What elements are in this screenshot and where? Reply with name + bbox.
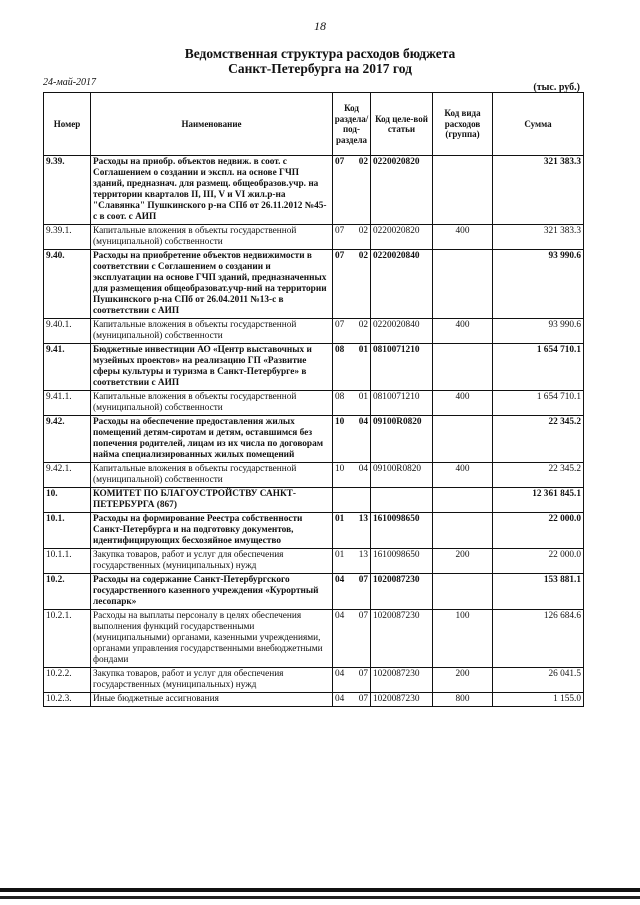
cell-target: 09100R0820 — [371, 416, 433, 463]
cell-section: 01 — [333, 513, 352, 549]
cell-section: 07 — [333, 250, 352, 319]
table-row — [44, 668, 584, 693]
table-row — [44, 156, 584, 225]
table-row — [44, 225, 584, 250]
cell-sum: 126 684.6 — [493, 610, 584, 668]
cell-target: 1020087230 — [371, 574, 433, 610]
cell-number: 10.1.1. — [44, 549, 91, 574]
cell-subsection: 07 — [352, 693, 371, 707]
cell-name: КОМИТЕТ ПО БЛАГОУСТРОЙСТВУ САНКТ-ПЕТЕРБУРГА (867) — [91, 488, 333, 513]
cell-section: 04 — [333, 668, 352, 693]
cell-section: 08 — [333, 391, 352, 416]
cell-sum: 22 000.0 — [493, 513, 584, 549]
header-target: Код целе-вой статьи — [371, 93, 433, 156]
cell-expense-type: 200 — [433, 549, 493, 574]
cell-sum: 321 383.3 — [493, 225, 584, 250]
cell-section: 04 — [333, 610, 352, 668]
cell-name: Капитальные вложения в объекты государственной (муниципальной) собственности — [91, 463, 333, 488]
table-row — [44, 610, 584, 668]
cell-subsection: 07 — [352, 610, 371, 668]
cell-sum: 1 155.0 — [493, 693, 584, 707]
cell-expense-type: 400 — [433, 319, 493, 344]
cell-sum: 1 654 710.1 — [493, 344, 584, 391]
cell-expense-type — [433, 574, 493, 610]
cell-target: 1610098650 — [371, 513, 433, 549]
cell-section: 08 — [333, 344, 352, 391]
cell-expense-type: 200 — [433, 668, 493, 693]
cell-section — [333, 488, 352, 513]
cell-target: 1020087230 — [371, 668, 433, 693]
cell-expense-type — [433, 344, 493, 391]
cell-name: Капитальные вложения в объекты государственной (муниципальной) собственности — [91, 391, 333, 416]
table-row — [44, 319, 584, 344]
cell-target: 0220020840 — [371, 250, 433, 319]
cell-expense-type — [433, 250, 493, 319]
page-number: 18 — [314, 19, 326, 33]
cell-expense-type — [433, 488, 493, 513]
cell-sum: 22 345.2 — [493, 463, 584, 488]
cell-expense-type: 400 — [433, 391, 493, 416]
cell-expense-type: 400 — [433, 463, 493, 488]
cell-name: Расходы на содержание Санкт-Петербургского государственного казенного учреждения «Курортный лесопарк» — [91, 574, 333, 610]
cell-number: 10.2.3. — [44, 693, 91, 707]
cell-number: 10.1. — [44, 513, 91, 549]
cell-section: 04 — [333, 574, 352, 610]
cell-target: 1610098650 — [371, 549, 433, 574]
cell-name: Расходы на выплаты персоналу в целях обеспечения выполнения функций государственными (муниципальными) органами, казенными учреждениями, органами управления государственными внебюджетными фондами — [91, 610, 333, 668]
cell-name: Иные бюджетные ассигнования — [91, 693, 333, 707]
cell-number: 10.2.1. — [44, 610, 91, 668]
cell-subsection: 02 — [352, 250, 371, 319]
cell-name: Расходы на формирование Реестра собственности Санкт-Петербурга и на подготовку документов, идентифицирующих бесхозяйное имущество — [91, 513, 333, 549]
cell-name: Капитальные вложения в объекты государственной (муниципальной) собственности — [91, 225, 333, 250]
cell-sum: 321 383.3 — [493, 156, 584, 225]
cell-number: 9.39.1. — [44, 225, 91, 250]
cell-subsection: 07 — [352, 574, 371, 610]
cell-subsection: 04 — [352, 463, 371, 488]
cell-section: 01 — [333, 549, 352, 574]
cell-section: 10 — [333, 463, 352, 488]
cell-number: 9.42. — [44, 416, 91, 463]
cell-target: 09100R0820 — [371, 463, 433, 488]
scan-edge-bar — [0, 888, 640, 892]
cell-subsection: 01 — [352, 391, 371, 416]
cell-target: 0810071210 — [371, 344, 433, 391]
cell-expense-type: 800 — [433, 693, 493, 707]
cell-target — [371, 488, 433, 513]
units-label: (тыс. руб.) — [533, 82, 580, 93]
table-row — [44, 549, 584, 574]
table-row — [44, 250, 584, 319]
cell-sum: 153 881.1 — [493, 574, 584, 610]
cell-section: 10 — [333, 416, 352, 463]
cell-sum: 1 654 710.1 — [493, 391, 584, 416]
table-body — [44, 156, 584, 707]
table-row — [44, 391, 584, 416]
cell-expense-type — [433, 156, 493, 225]
cell-subsection: 01 — [352, 344, 371, 391]
cell-number: 9.40. — [44, 250, 91, 319]
cell-expense-type: 100 — [433, 610, 493, 668]
cell-sum: 22 345.2 — [493, 416, 584, 463]
document-date: 24-май-2017 — [43, 77, 97, 88]
table-row — [44, 416, 584, 463]
cell-sum: 93 990.6 — [493, 250, 584, 319]
cell-target: 0810071210 — [371, 391, 433, 416]
title-line-2: Санкт-Петербурга на 2017 год — [228, 61, 412, 76]
cell-subsection — [352, 488, 371, 513]
cell-subsection: 04 — [352, 416, 371, 463]
budget-table — [43, 92, 584, 707]
table-row — [44, 574, 584, 610]
table-row — [44, 488, 584, 513]
header-name: Наименование — [91, 93, 333, 156]
header-number: Номер — [44, 93, 91, 156]
cell-number: 10.2.2. — [44, 668, 91, 693]
cell-sum: 26 041.5 — [493, 668, 584, 693]
cell-subsection: 02 — [352, 225, 371, 250]
cell-subsection: 02 — [352, 156, 371, 225]
cell-number: 9.41. — [44, 344, 91, 391]
cell-name: Капитальные вложения в объекты государственной (муниципальной) собственности — [91, 319, 333, 344]
cell-sum: 12 361 845.1 — [493, 488, 584, 513]
table-header-row — [44, 93, 584, 156]
cell-subsection: 07 — [352, 668, 371, 693]
cell-sum: 93 990.6 — [493, 319, 584, 344]
table-row — [44, 344, 584, 391]
cell-number: 10. — [44, 488, 91, 513]
header-sum: Сумма — [493, 93, 584, 156]
cell-subsection: 02 — [352, 319, 371, 344]
cell-number: 9.39. — [44, 156, 91, 225]
cell-target: 1020087230 — [371, 610, 433, 668]
header-expense-type: Код вида расходов (группа) — [433, 93, 493, 156]
cell-expense-type: 400 — [433, 225, 493, 250]
cell-number: 10.2. — [44, 574, 91, 610]
document-title — [0, 46, 640, 76]
cell-target: 1020087230 — [371, 693, 433, 707]
title-line-1: Ведомственная структура расходов бюджета — [184, 46, 456, 61]
header-section: Код раздела/ под-раздела — [333, 93, 371, 156]
cell-expense-type — [433, 416, 493, 463]
cell-number: 9.41.1. — [44, 391, 91, 416]
cell-section: 07 — [333, 156, 352, 225]
cell-expense-type — [433, 513, 493, 549]
cell-target: 0220020840 — [371, 319, 433, 344]
scan-edge-bar-lower — [0, 896, 640, 899]
table-row — [44, 513, 584, 549]
cell-section: 04 — [333, 693, 352, 707]
cell-subsection: 13 — [352, 513, 371, 549]
cell-subsection: 13 — [352, 549, 371, 574]
cell-name: Расходы на обеспечение предоставления жилых помещений детям-сиротам и детям, оставшимся без попечения родителей, лицам из их числа по договорам найма специализированных жилых помещений — [91, 416, 333, 463]
table-row — [44, 463, 584, 488]
cell-name: Бюджетные инвестиции АО «Центр выставочных и музейных проектов» на реализацию ГП «Развитие сферы культуры и туризма в Санкт-Петербурге» в соответствии с АИП — [91, 344, 333, 391]
cell-section: 07 — [333, 319, 352, 344]
cell-target: 0220020820 — [371, 156, 433, 225]
cell-target: 0220020820 — [371, 225, 433, 250]
cell-name: Расходы на приобретение объектов недвижимости в соответствии с Соглашением о создании и эксплуатации на основе ГЧП зданий, предназначенных для размещения общеобразоват.учр-ний на территории Пушкинского р-на СПб от 26.04.2011 №13-с в соответствии с АИП — [91, 250, 333, 319]
table-row — [44, 693, 584, 707]
cell-name: Закупка товаров, работ и услуг для обеспечения государственных (муниципальных) нужд — [91, 549, 333, 574]
cell-number: 9.40.1. — [44, 319, 91, 344]
cell-name: Закупка товаров, работ и услуг для обеспечения государственных (муниципальных) нужд — [91, 668, 333, 693]
cell-sum: 22 000.0 — [493, 549, 584, 574]
cell-section: 07 — [333, 225, 352, 250]
cell-number: 9.42.1. — [44, 463, 91, 488]
cell-name: Расходы на приобр. объектов недвиж. в соот. с Соглашением о создании и экспл. на основе ГЧП зданий, предназнач. для размещ. общеобразов.учр. на территории кварталов II, III, V и VI жил.р-на "Славянка" Пушкинского р-на СПб от 26.11.2012 №45-с в соот. с АИП — [91, 156, 333, 225]
